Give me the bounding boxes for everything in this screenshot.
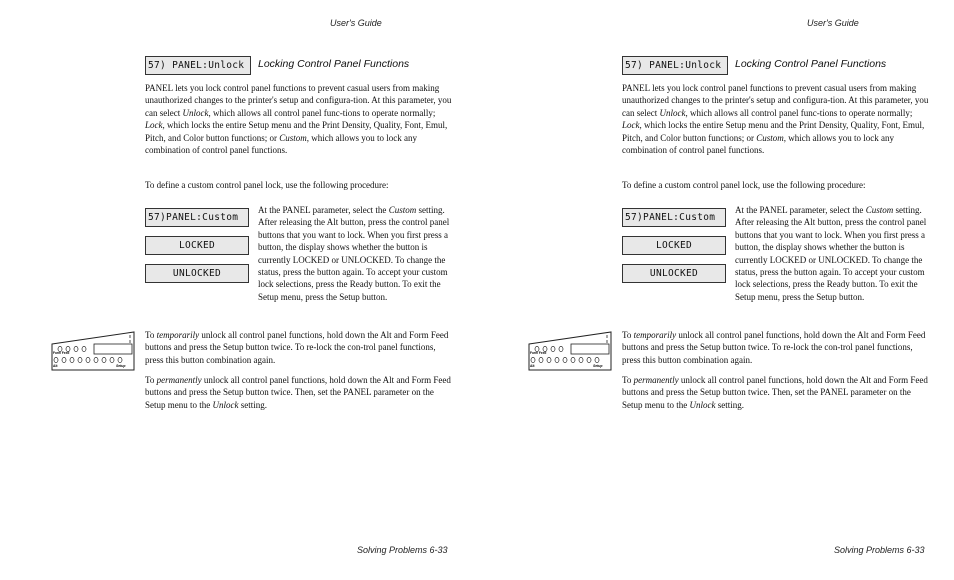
temporary-unlock-paragraph: To temporarily unlock all control panel functions, hold down the Alt and Form Feed buttons and press the Setup button twice. To re-lock the con-trol panel functions, press this button combination again. — [622, 330, 926, 365]
permanent-unlock-paragraph: To permanently unlock all control panel functions, hold down the Alt and Form Feed buttons and press the Setup button twice. Then, set the PANEL parameter on the Setup menu to the Unlock setting. — [145, 375, 451, 410]
temporary-unlock-paragraph: To temporarily unlock all control panel functions, hold down the Alt and Form Feed buttons and press the Setup button twice. To re-lock the con-trol panel functions, press this button combination again. — [145, 330, 449, 365]
alt-label: Alt — [53, 364, 58, 368]
custom-procedure: At the PANEL parameter, select the Custom setting. After releasing the Alt button, press the control panel buttons that you want to lock. When you first press a button, the display shows whether the button is currently LOCKED or UNLOCKED. To change the status, press the button again. To accept your custom lock selections, press the Ready button. To exit the Setup menu, press the Setup button. — [735, 205, 927, 302]
lcd-panel-custom: 57)PANEL:Custom — [622, 208, 726, 227]
right-page — [477, 0, 954, 580]
form-feed-label: Form Feed — [530, 351, 547, 355]
lcd-panel-custom: 57)PANEL:Custom — [145, 208, 249, 227]
control-panel-icon — [50, 330, 136, 372]
lcd-panel-unlock: 57) PANEL:Unlock — [622, 56, 728, 75]
lcd-panel-unlock: 57) PANEL:Unlock — [145, 56, 251, 75]
procedure-intro: To define a custom control panel lock, use the following procedure: — [145, 180, 389, 190]
setup-label: Setup — [116, 364, 126, 368]
running-header: User's Guide — [330, 18, 382, 28]
control-panel-icon — [527, 330, 613, 372]
lcd-unlocked: UNLOCKED — [145, 264, 249, 283]
section-title: Locking Control Panel Functions — [258, 58, 410, 70]
intro-paragraph: PANEL lets you lock control panel functions to prevent casual users from making unauthorized changes to the printer's setup and configura-tion. At this parameter, you can select Unlock, which allows all control panel func-tions to operate normally; Lock, which locks the entire Setup menu and the Print Density, Quality, Font, Emul, Pitch, and Color button functions; or Custom, which allows you to lock any combination of control panel functions. — [145, 83, 452, 156]
procedure-intro: To define a custom control panel lock, use the following procedure: — [622, 180, 866, 190]
alt-label: Alt — [530, 364, 535, 368]
lcd-unlocked: UNLOCKED — [622, 264, 726, 283]
custom-procedure: At the PANEL parameter, select the Custom setting. After releasing the Alt button, press the control panel buttons that you want to lock. When you first press a button, the display shows whether the button is currently LOCKED or UNLOCKED. To change the status, press the button again. To accept your custom lock selections, press the Ready button. To exit the Setup menu, press the Setup button. — [258, 205, 450, 302]
section-title: Locking Control Panel Functions — [735, 58, 887, 70]
page-footer: Solving Problems 6-33 — [834, 545, 925, 555]
page-footer: Solving Problems 6-33 — [357, 545, 448, 555]
permanent-unlock-paragraph: To permanently unlock all control panel functions, hold down the Alt and Form Feed buttons and press the Setup button twice. Then, set the PANEL parameter on the Setup menu to the Unlock setting. — [622, 375, 928, 410]
lcd-locked: LOCKED — [145, 236, 249, 255]
lcd-locked: LOCKED — [622, 236, 726, 255]
form-feed-label: Form Feed — [53, 351, 70, 355]
running-header: User's Guide — [807, 18, 859, 28]
setup-label: Setup — [593, 364, 603, 368]
intro-paragraph: PANEL lets you lock control panel functions to prevent casual users from making unauthorized changes to the printer's setup and configura-tion. At this parameter, you can select Unlock, which allows all control panel func-tions to operate normally; Lock, which locks the entire Setup menu and the Print Density, Quality, Font, Emul, Pitch, and Color button functions; or Custom, which allows you to lock any combination of control panel functions. — [622, 83, 929, 156]
